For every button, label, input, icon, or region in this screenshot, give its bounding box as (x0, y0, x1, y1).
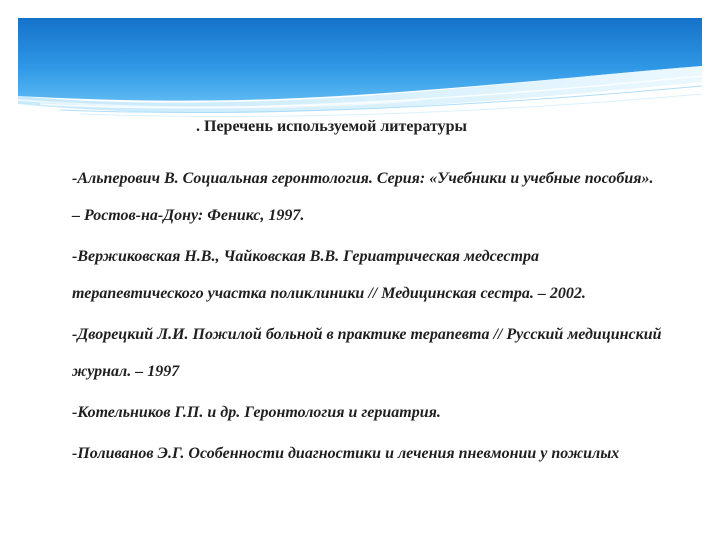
reference-item: -Альперович В. Социальная геронтология. Серия: «Учебники и учебные пособия». – Ростов-на-Дону: Феникс, 1997. (72, 170, 654, 224)
reference-item: -Вержиковская Н.В., Чайковская В.В. Гериатрическая медсестра терапевтического участка поликлиники // Медицинская сестра. – 2002. (72, 248, 586, 302)
reference-item: -Поливанов Э.Г. Особенности диагностики и лечения пневмонии у пожилых (72, 445, 620, 462)
slide-title: . Перечень используемой литературы (196, 118, 468, 135)
reference-item: -Дворецкий Л.И. Пожилой больной в практике терапевта // Русский медицинский журнал. – 1997 (72, 326, 662, 380)
reference-item: -Котельников Г.П. и др. Геронтология и гериатрия. (72, 404, 441, 421)
reference-list (72, 160, 662, 476)
